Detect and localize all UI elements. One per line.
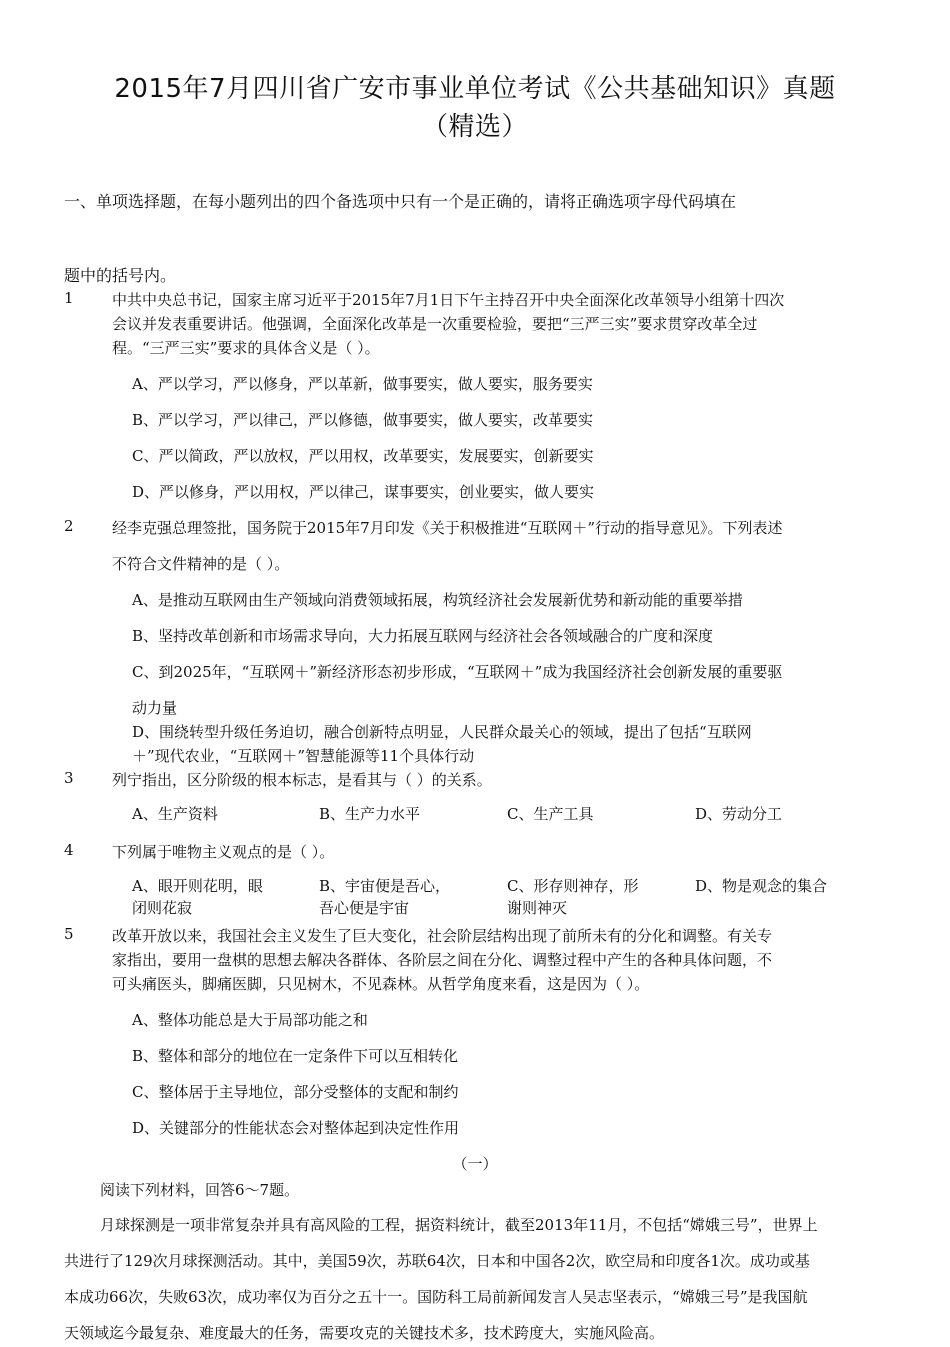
material-paragraph-line: 天领域迄今最复杂、难度最大的任务，需要攻克的关键技术多，技术跨度大，实施风险高。	[64, 1324, 665, 1342]
option-c: C、严以简政，严以放权，严以用权，改革要实，发展要实，创新要实	[132, 447, 594, 465]
material-heading: （一）	[452, 1155, 498, 1173]
option-d: D、劳动分工	[695, 805, 783, 823]
option-d-line: D、物是观念的集合	[695, 877, 828, 895]
section-heading-cont: 题中的括号内。	[64, 266, 177, 285]
question-number: 3	[64, 769, 74, 787]
material-paragraph-line: 本成功66次，失败63次，成功率仅为百分之五十一。国防科工局前新闻发言人吴志坚表示，“嫦娥三号”是我国航	[64, 1288, 808, 1306]
option-b-line: B、宇宙便是吾心，	[319, 877, 451, 895]
question-number: 4	[64, 841, 74, 859]
material-paragraph-line: 共进行了129次月球探测活动。其中，美国59次，苏联64次，日本和中国各2次，欧空局和印度各1次。成功或基	[64, 1252, 810, 1270]
option-b: B、坚持改革创新和市场需求导向，大力拓展互联网与经济社会各领域融合的广度和深度	[132, 627, 714, 645]
option-a	[132, 875, 263, 919]
option-a-line: 闭则花寂	[132, 899, 193, 917]
option-c	[507, 875, 638, 919]
option-a-line: A、眼开则花明，眼	[132, 877, 263, 895]
question-stem: 不符合文件精神的是（ ）。	[112, 555, 290, 573]
question-stem: 中共中央总书记，国家主席习近平于2015年7月1日下午主持召开中央全面深化改革领导小组第十四次	[112, 291, 785, 309]
option-d: D、围绕转型升级任务迫切，融合创新特点明显，人民群众最关心的领域，提出了包括“互联网	[132, 723, 752, 741]
question-stem: 会议并发表重要讲话。他强调，全面深化改革是一次重要检验，要把“三严三实”要求贯穿改革全过	[112, 315, 758, 333]
question-stem: 经李克强总理签批，国务院于2015年7月印发《关于积极推进“互联网＋”行动的指导意见》。下列表述	[112, 519, 783, 537]
question-number: 2	[64, 517, 74, 535]
material-intro: 阅读下列材料，回答6～7题。	[100, 1181, 300, 1199]
question-stem: 可头痛医头，脚痛医脚，只见树木，不见森林。从哲学角度来看，这是因为（ ）。	[112, 975, 650, 993]
title-line-1: 2015年7月四川省广安市事业单位考试《公共基础知识》真题	[114, 74, 836, 104]
option-a: A、生产资料	[132, 805, 218, 823]
question-number: 5	[64, 925, 74, 943]
section-heading: 一、单项选择题，在每小题列出的四个备选项中只有一个是正确的，请将正确选项字母代码填在	[64, 192, 737, 211]
option-d-cont: ＋”现代农业，“互联网＋”智慧能源等11个具体行动	[132, 747, 475, 765]
option-c: C、整体居于主导地位，部分受整体的支配和制约	[132, 1083, 459, 1101]
option-b: B、生产力水平	[319, 805, 421, 823]
material-paragraph-line: 月球探测是一项非常复杂并具有高风险的工程，据资料统计，截至2013年11月，不包括“嫦娥三号”，世界上	[100, 1216, 818, 1234]
option-d: D、严以修身，严以用权，严以律己，谋事要实，创业要实，做人要实	[132, 483, 595, 501]
option-d: D、关键部分的性能状态会对整体起到决定性作用	[132, 1119, 460, 1137]
option-a: A、严以学习，严以修身，严以革新，做事要实，做人要实，服务要实	[132, 375, 593, 393]
option-a: A、整体功能总是大于局部功能之和	[132, 1011, 368, 1029]
option-b: B、整体和部分的地位在一定条件下可以互相转化	[132, 1047, 459, 1065]
question-stem: 程。“三严三实”要求的具体含义是（ ）。	[112, 339, 380, 357]
option-d	[695, 875, 827, 897]
option-c-cont: 动力量	[132, 699, 178, 717]
option-c: C、生产工具	[507, 805, 594, 823]
option-c-line: 谢则神灭	[507, 899, 568, 917]
question-stem: 列宁指出，区分阶级的根本标志，是看其与（ ）的关系。	[112, 771, 492, 789]
option-b: B、严以学习，严以律己，严以修德，做事要实，做人要实，改革要实	[132, 411, 594, 429]
question-stem: 改革开放以来，我国社会主义发生了巨大变化，社会阶层结构出现了前所未有的分化和调整。有关专	[112, 927, 773, 945]
option-c: C、到2025年，“互联网＋”新经济形态初步形成，“互联网＋”成为我国经济社会创新发展的重要驱	[132, 663, 783, 681]
question-stem: 下列属于唯物主义观点的是（ ）。	[112, 843, 335, 861]
question-stem: 家指出，要用一盘棋的思想去解决各群体、各阶层之间在分化、调整过程中产生的各种具体问题，不	[112, 951, 773, 969]
question-number: 1	[64, 289, 74, 307]
option-b-line: 吾心便是宇宙	[319, 899, 410, 917]
title-line-2: （精选）	[421, 112, 528, 142]
option-c-line: C、形存则神存，形	[507, 877, 639, 895]
option-a: A、是推动互联网由生产领域向消费领域拓展，构筑经济社会发展新优势和新动能的重要举措	[132, 591, 743, 609]
option-b	[319, 875, 450, 919]
